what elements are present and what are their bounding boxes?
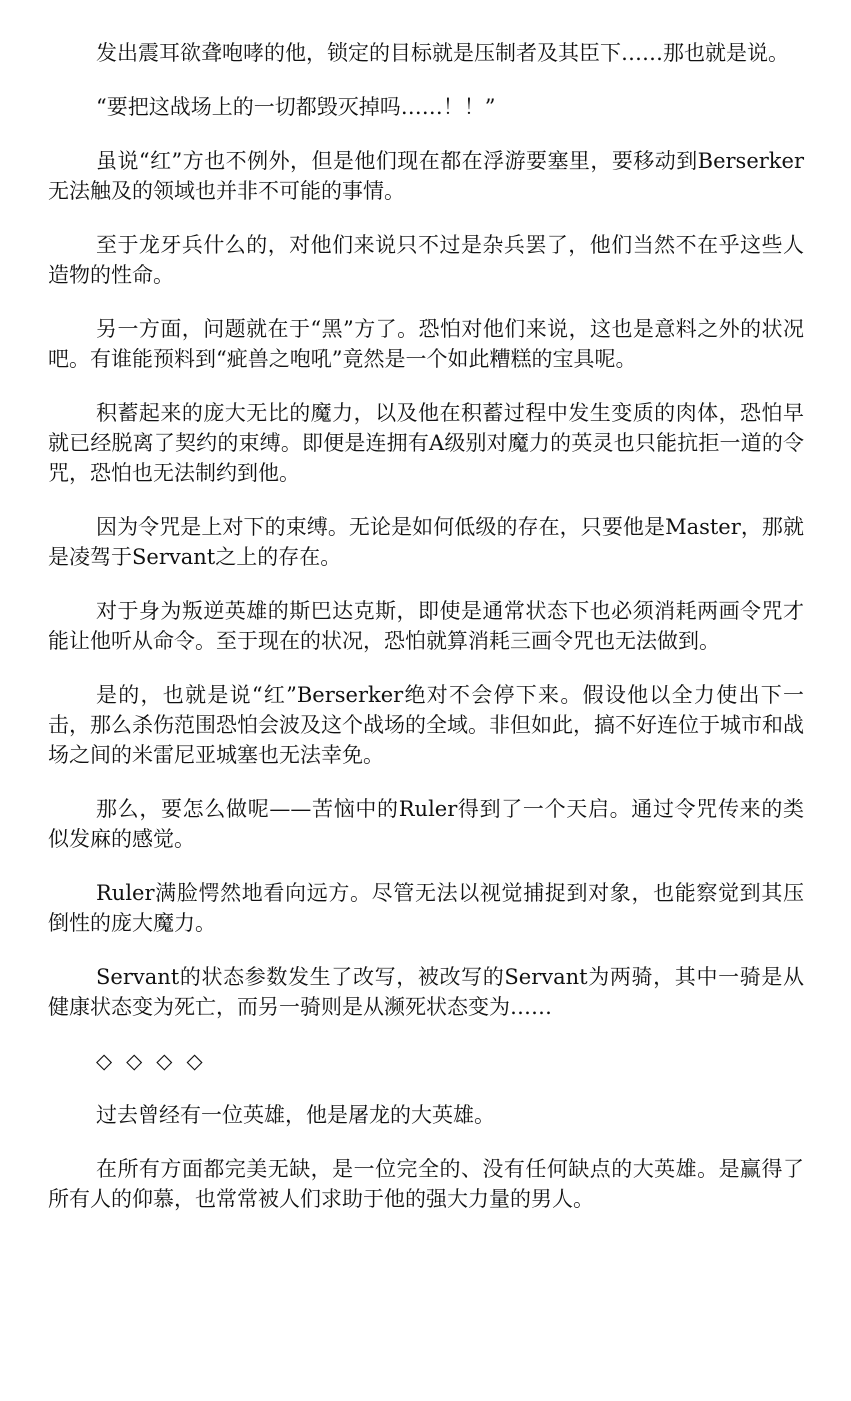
paragraph: 虽说“红”方也不例外，但是他们现在都在浮游要塞里，要移动到Berserker无法触及的领域也并非不可能的事情。 <box>48 149 804 203</box>
paragraph: 另一方面，问题就在于“黑”方了。恐怕对他们来说，这也是意料之外的状况吧。有谁能预料到“疵兽之咆吼”竟然是一个如此糟糕的宝具呢。 <box>48 317 804 371</box>
paragraph: 积蓄起来的庞大无比的魔力，以及他在积蓄过程中发生变质的肉体，恐怕早就已经脱离了契约的束缚。即便是连拥有A级别对魔力的英灵也只能抗拒一道的令咒，恐怕也无法制约到他。 <box>48 401 804 485</box>
paragraph: 因为令咒是上对下的束缚。无论是如何低级的存在，只要他是Master，那就是凌驾于Servant之上的存在。 <box>48 515 804 569</box>
paragraph: Servant的状态参数发生了改写，被改写的Servant为两骑，其中一骑是从健康状态变为死亡，而另一骑则是从濒死状态变为…… <box>48 965 804 1019</box>
paragraph: Ruler满脸愕然地看向远方。尽管无法以视觉捕捉到对象，也能察觉到其压倒性的庞大魔力。 <box>48 881 804 935</box>
document-page <box>48 38 804 1238</box>
paragraph: 对于身为叛逆英雄的斯巴达克斯，即使是通常状态下也必须消耗两画令咒才能让他听从命令。至于现在的状况，恐怕就算消耗三画令咒也无法做到。 <box>48 599 804 653</box>
paragraph: “要把这战场上的一切都毁灭掉吗……！！” <box>96 95 496 119</box>
section-separator: ◇◇◇◇ <box>96 1049 217 1073</box>
paragraph: 是的，也就是说“红”Berserker绝对不会停下来。假设他以全力使出下一击，那么杀伤范围恐怕会波及这个战场的全域。非但如此，搞不好连位于城市和战场之间的米雷尼亚城塞也无法幸免。 <box>48 683 804 767</box>
paragraph: 发出震耳欲聋咆哮的他，锁定的目标就是压制者及其臣下……那也就是说。 <box>96 41 789 65</box>
paragraph: 那么，要怎么做呢——苦恼中的Ruler得到了一个天启。通过令咒传来的类似发麻的感觉。 <box>48 797 804 851</box>
paragraph: 至于龙牙兵什么的，对他们来说只不过是杂兵罢了，他们当然不在乎这些人造物的性命。 <box>48 233 804 287</box>
paragraph: 过去曾经有一位英雄，他是屠龙的大英雄。 <box>96 1103 495 1127</box>
paragraph: 在所有方面都完美无缺，是一位完全的、没有任何缺点的大英雄。是赢得了所有人的仰慕，也常常被人们求助于他的强大力量的男人。 <box>48 1157 804 1211</box>
